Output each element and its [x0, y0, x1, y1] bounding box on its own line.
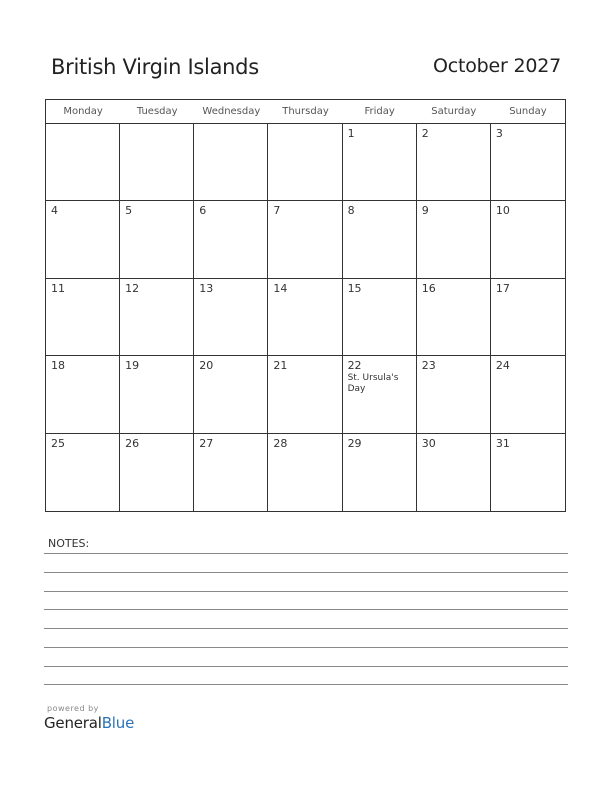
day-cell	[120, 124, 194, 201]
day-cell	[417, 201, 491, 278]
day-number: 6	[199, 204, 207, 218]
day-cell	[120, 434, 194, 511]
day-number: 7	[273, 204, 281, 218]
weekday-header: Thursday	[268, 100, 342, 124]
day-cell	[268, 279, 342, 356]
brand-general-text: General	[44, 714, 102, 732]
day-cell	[343, 356, 417, 433]
day-cell	[46, 356, 120, 433]
day-number: 18	[51, 359, 65, 373]
day-number: 17	[495, 281, 510, 295]
notes-line	[44, 572, 568, 573]
day-cell	[491, 124, 565, 201]
day-cell	[120, 201, 194, 278]
day-number: 9	[421, 204, 429, 218]
weekday-header: Tuesday	[120, 100, 194, 124]
day-number: 16	[421, 281, 436, 295]
day-cell	[46, 279, 120, 356]
day-cell	[417, 124, 491, 201]
day-number: 29	[347, 436, 362, 450]
day-number: 12	[125, 281, 140, 295]
holiday-event: St. Ursula's Day	[347, 373, 399, 395]
day-number: 8	[347, 204, 355, 218]
day-number: 30	[421, 436, 436, 450]
day-cell	[491, 201, 565, 278]
day-number: 11	[51, 281, 65, 295]
day-number: 2	[421, 127, 429, 140]
notes-line	[44, 609, 568, 610]
day-cell	[268, 201, 342, 278]
notes-line	[44, 628, 568, 629]
weekday-header: Wednesday	[194, 100, 268, 124]
day-cell	[417, 434, 491, 511]
day-cell	[343, 279, 417, 356]
day-cell	[46, 201, 120, 278]
day-number: 26	[125, 436, 140, 450]
day-cell	[46, 124, 120, 201]
calendar-month: October 2027	[432, 55, 561, 77]
brand-blue-text: Blue	[101, 714, 135, 732]
notes-label: NOTES:	[48, 537, 90, 550]
day-number: 5	[125, 204, 133, 218]
calendar-title: British Virgin Islands	[51, 55, 259, 79]
day-number: 4	[51, 204, 58, 218]
day-cell	[268, 356, 342, 433]
weekday-header: Friday	[343, 100, 417, 124]
day-number: 21	[273, 359, 288, 373]
day-number: 25	[51, 436, 65, 450]
notes-line	[44, 666, 568, 667]
day-number: 27	[199, 436, 214, 450]
day-number: 19	[125, 359, 140, 373]
day-number: 23	[421, 359, 436, 373]
day-number: 20	[199, 359, 214, 373]
day-cell	[343, 124, 417, 201]
brand-logo	[44, 704, 134, 732]
day-number: 13	[199, 281, 214, 295]
powered-by-text: powered by	[47, 704, 99, 713]
day-cell	[268, 434, 342, 511]
day-cell	[120, 279, 194, 356]
day-number: 24	[495, 359, 510, 373]
day-cell	[343, 201, 417, 278]
day-cell	[194, 434, 268, 511]
day-cell	[120, 356, 194, 433]
day-cell	[194, 279, 268, 356]
brand-name	[44, 714, 134, 732]
day-number: 15	[347, 281, 362, 295]
notes-line	[44, 553, 568, 554]
day-cell	[491, 356, 565, 433]
day-number: 31	[495, 436, 510, 450]
weekday-header: Monday	[46, 100, 120, 124]
day-cell	[491, 434, 565, 511]
day-cell	[194, 356, 268, 433]
day-cell	[417, 279, 491, 356]
notes-line	[44, 591, 568, 592]
weekday-header: Sunday	[491, 100, 565, 124]
day-number: 22	[347, 359, 362, 373]
day-number: 28	[273, 436, 288, 450]
calendar-grid	[45, 99, 566, 512]
weekday-header: Saturday	[417, 100, 491, 124]
day-cell	[194, 201, 268, 278]
day-cell	[194, 124, 268, 201]
day-number: 3	[495, 127, 503, 140]
day-number: 10	[495, 204, 510, 218]
day-cell	[343, 434, 417, 511]
day-cell	[268, 124, 342, 201]
day-cell	[417, 356, 491, 433]
day-cell	[46, 434, 120, 511]
day-number: 14	[273, 281, 288, 295]
notes-line	[44, 684, 568, 685]
day-number: 1	[347, 127, 355, 140]
notes-line	[44, 647, 568, 648]
day-cell	[491, 279, 565, 356]
